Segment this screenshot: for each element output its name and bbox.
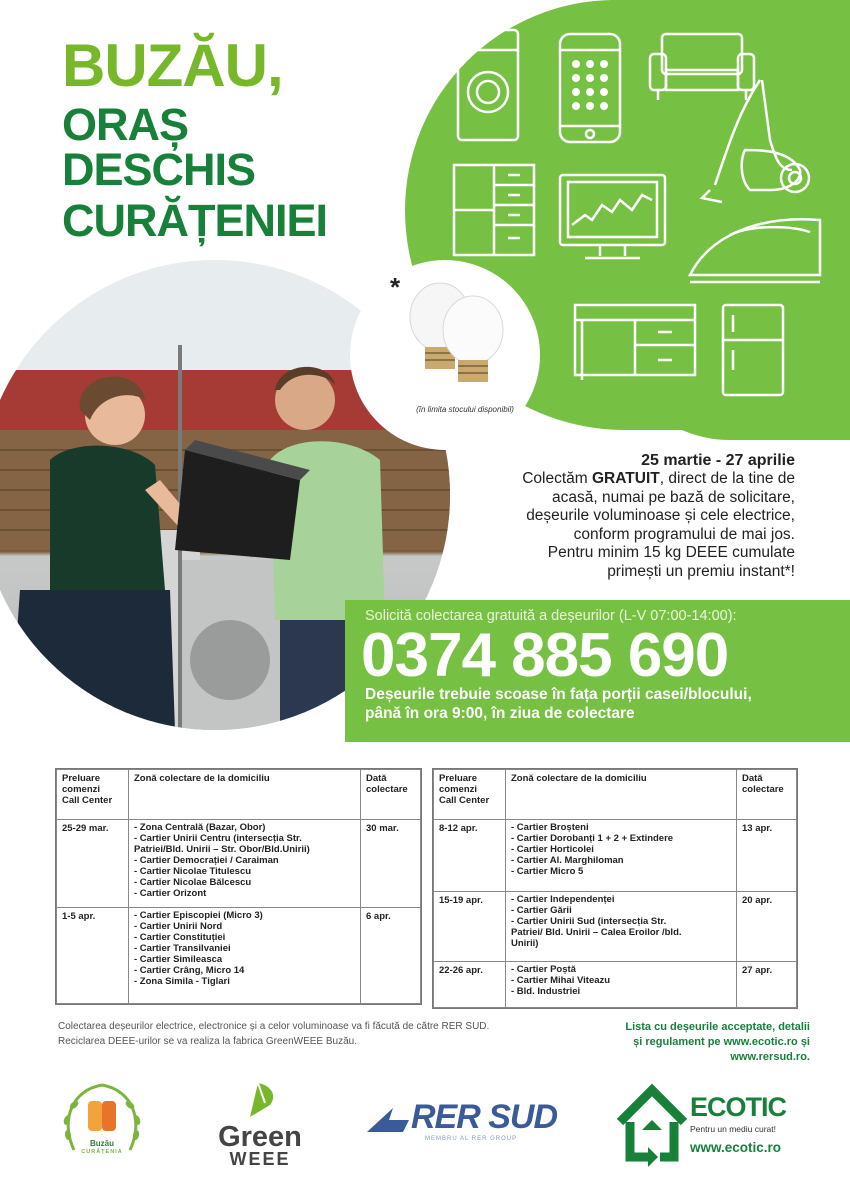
period-cell: 1-5 apr. bbox=[57, 908, 129, 1004]
date-range: 25 martie - 27 aprilie bbox=[641, 452, 795, 469]
zone-item: - Cartier Transilvaniei bbox=[134, 942, 231, 954]
phone-icon bbox=[560, 34, 620, 142]
zone-item: - Cartier Broșteni bbox=[511, 822, 589, 833]
schedule-table-left bbox=[55, 768, 422, 1005]
vacuum-icon bbox=[702, 80, 809, 202]
ecotic-tagline: Pentru un mediu curat! bbox=[690, 1124, 776, 1134]
zone-item: - Cartier Nicolae Bălcescu bbox=[134, 876, 252, 888]
zone-item: - Cartier Micro 5 bbox=[511, 865, 584, 877]
rersud-logo bbox=[363, 1098, 568, 1148]
period-header-line: comenzi bbox=[439, 784, 478, 795]
zone-item: - Cartier Episcopiei (Micro 3) bbox=[134, 910, 263, 921]
zone-item: - Cartier Unirii Centru (intersecția Str. bbox=[134, 832, 302, 844]
greenweee-sub: WEEE bbox=[229, 1149, 291, 1169]
title-line-1: BUZĂU, bbox=[62, 32, 283, 99]
ecotic-name: ECOTIC bbox=[690, 1092, 787, 1122]
greenweee-name: Green bbox=[218, 1121, 302, 1153]
zone-item: - Cartier Dorobanți 1 + 2 + Extindere bbox=[511, 832, 674, 844]
footer-link-line-3[interactable]: www.rersud.ro. bbox=[730, 1050, 810, 1063]
zone-item: - Zona Simila - Tiglari bbox=[134, 975, 230, 987]
placement-note-line-1: Deșeurile trebuie scoase în fața porții casei/blocului, bbox=[365, 686, 752, 703]
leaf-icon bbox=[210, 1075, 310, 1123]
footer-link-line-1: Lista cu deșeurile acceptate, detalii bbox=[625, 1021, 810, 1033]
stock-note: (în limita stocului disponibil) bbox=[416, 405, 514, 414]
period-header-line: Preluare bbox=[62, 773, 101, 784]
zone-item: - Cartier Simileasca bbox=[134, 953, 223, 965]
date-header-line: Dată bbox=[366, 773, 387, 784]
info-line-1-rest: , direct de la tine de bbox=[659, 470, 795, 487]
zone-item: - Cartier Constituției bbox=[134, 931, 226, 943]
table-row bbox=[434, 892, 797, 962]
zone-cell bbox=[129, 820, 361, 908]
zone-item: - Cartier Democrației / Caraiman bbox=[134, 854, 279, 866]
placement-note-line-2: până în ora 9:00, în ziua de colectare bbox=[365, 704, 635, 722]
zone-item: Patriei/Bld. Unirii – Str. Obor/Bld.Unirii) bbox=[134, 843, 310, 855]
date-cell: 20 apr. bbox=[737, 892, 797, 962]
zone-item: - Cartier Nicolae Titulescu bbox=[134, 865, 252, 877]
date-cell: 13 apr. bbox=[737, 820, 797, 892]
recycle-house-icon bbox=[612, 1082, 692, 1167]
table-row bbox=[434, 820, 797, 892]
zone-item: - Cartier Crâng, Micro 14 bbox=[134, 964, 245, 976]
ecotic-logo bbox=[612, 1082, 804, 1167]
period-cell: 8-12 apr. bbox=[434, 820, 506, 892]
zone-item: - Cartier Poștă bbox=[511, 964, 576, 975]
fridge-icon bbox=[723, 305, 783, 395]
request-text: Solicită colectarea gratuită a deșeurilor (L-V 07:00-14:00): bbox=[365, 608, 737, 624]
period-cell: 22-26 apr. bbox=[434, 962, 506, 1008]
buzau-logo-sub: CURĂȚENIA bbox=[81, 1149, 123, 1155]
footer-link-line-2[interactable]: și regulament pe www.ecotic.ro și bbox=[633, 1035, 810, 1048]
zone-item: - Cartier Gării bbox=[511, 904, 572, 916]
rersud-arrow-icon bbox=[363, 1098, 413, 1138]
bulb-icon bbox=[395, 275, 515, 395]
poster-title bbox=[62, 32, 382, 246]
zone-item: - Cartier Horticolei bbox=[511, 843, 594, 855]
zone-cell bbox=[129, 908, 361, 1004]
call-to-action-band bbox=[345, 600, 850, 742]
info-free-word: GRATUIT bbox=[591, 470, 660, 487]
table-row bbox=[57, 908, 421, 1004]
zone-cell bbox=[506, 962, 737, 1008]
zone-item: - Cartier Independenței bbox=[511, 894, 615, 905]
zone-item: - Cartier Al. Marghiloman bbox=[511, 854, 624, 866]
zone-header: Zonă colectare de la domiciliu bbox=[506, 770, 737, 820]
rersud-name: RER SUD bbox=[411, 1098, 558, 1136]
info-line-2: acasă, numai pe bază de solicitare, bbox=[552, 488, 795, 506]
iron-icon bbox=[690, 219, 820, 282]
cabinet-icon bbox=[454, 165, 534, 255]
date-cell: 30 mar. bbox=[361, 820, 421, 908]
footer-links bbox=[580, 1020, 810, 1065]
zone-item: - Cartier Unirii Nord bbox=[134, 920, 223, 932]
footer-notes bbox=[58, 1020, 578, 1049]
period-header-line: Call Center bbox=[439, 795, 490, 806]
period-header bbox=[434, 770, 506, 820]
footer-note-line-2: Reciclarea DEEE-urilor se va realiza la fabrica GreenWEEE Buzău. bbox=[58, 1035, 358, 1047]
date-header-line: Dată bbox=[742, 773, 763, 784]
period-header-line: Call Center bbox=[62, 795, 113, 806]
title-line-2: ORAȘ DESCHIS bbox=[62, 99, 256, 195]
collection-info bbox=[435, 452, 795, 582]
period-cell: 15-19 apr. bbox=[434, 892, 506, 962]
zone-item: - Cartier Orizont bbox=[134, 887, 207, 899]
zone-item: - Zona Centrală (Bazar, Obor) bbox=[134, 822, 266, 833]
ecotic-url[interactable]: www.ecotic.ro bbox=[690, 1140, 782, 1155]
info-line-4: conform programului de mai jos. bbox=[573, 525, 795, 543]
placement-note bbox=[365, 686, 752, 723]
table-row bbox=[434, 962, 797, 1008]
date-cell: 6 apr. bbox=[361, 908, 421, 1004]
schedule-table-right bbox=[432, 768, 798, 1009]
buzau-logo bbox=[52, 1075, 152, 1175]
period-header bbox=[57, 770, 129, 820]
bulb-asterisk: * bbox=[390, 272, 401, 302]
rersud-sub: MEMBRU AL RER GROUP bbox=[425, 1136, 518, 1142]
period-header-line: Preluare bbox=[439, 773, 478, 784]
zone-item: Patriei/ Bld. Unirii – Calea Eroilor /bld. bbox=[511, 926, 682, 938]
phone-number[interactable]: 0374 885 690 bbox=[361, 621, 729, 690]
zone-cell bbox=[506, 892, 737, 962]
info-line-3: deșeurile voluminoase și cele electrice, bbox=[526, 507, 795, 525]
date-header-line: colectare bbox=[366, 784, 408, 795]
zone-item: - Cartier Mihai Viteazu bbox=[511, 974, 611, 986]
buzau-wreath-icon bbox=[52, 1075, 152, 1175]
date-cell: 27 apr. bbox=[737, 962, 797, 1008]
table-header-row bbox=[57, 770, 421, 820]
zone-item: - Cartier Unirii Sud (intersecția Str. bbox=[511, 915, 667, 927]
buzau-logo-name: Buzău bbox=[90, 1139, 114, 1148]
info-line-1 bbox=[435, 470, 795, 489]
footer-note-line-1: Colectarea deșeurilor electrice, electronice și a celor voluminoase va fi făcută de către RER SUD. bbox=[58, 1021, 490, 1032]
zone-header: Zonă colectare de la domiciliu bbox=[129, 770, 361, 820]
info-line-5: Pentru minim 15 kg DEEE cumulate bbox=[547, 544, 795, 562]
washing-machine-icon bbox=[458, 30, 518, 140]
zone-item: Unirii) bbox=[511, 937, 539, 949]
date-header bbox=[361, 770, 421, 820]
period-header-line: comenzi bbox=[62, 784, 101, 795]
info-lead: Colectăm bbox=[522, 470, 592, 487]
table-header-row bbox=[434, 770, 797, 820]
desk-icon bbox=[575, 305, 695, 380]
title-line-3: CURĂȚENIEI bbox=[62, 195, 328, 246]
date-header-line: colectare bbox=[742, 784, 784, 795]
zone-item: - Bld. Industriei bbox=[511, 985, 581, 997]
zone-cell bbox=[506, 820, 737, 892]
sofa-icon bbox=[650, 34, 754, 100]
info-line-6: primești un premiu instant*! bbox=[607, 562, 795, 580]
table-row bbox=[57, 820, 421, 908]
monitor-icon bbox=[560, 175, 665, 258]
date-header bbox=[737, 770, 797, 820]
greenweee-logo bbox=[210, 1075, 310, 1170]
period-cell: 25-29 mar. bbox=[57, 820, 129, 908]
